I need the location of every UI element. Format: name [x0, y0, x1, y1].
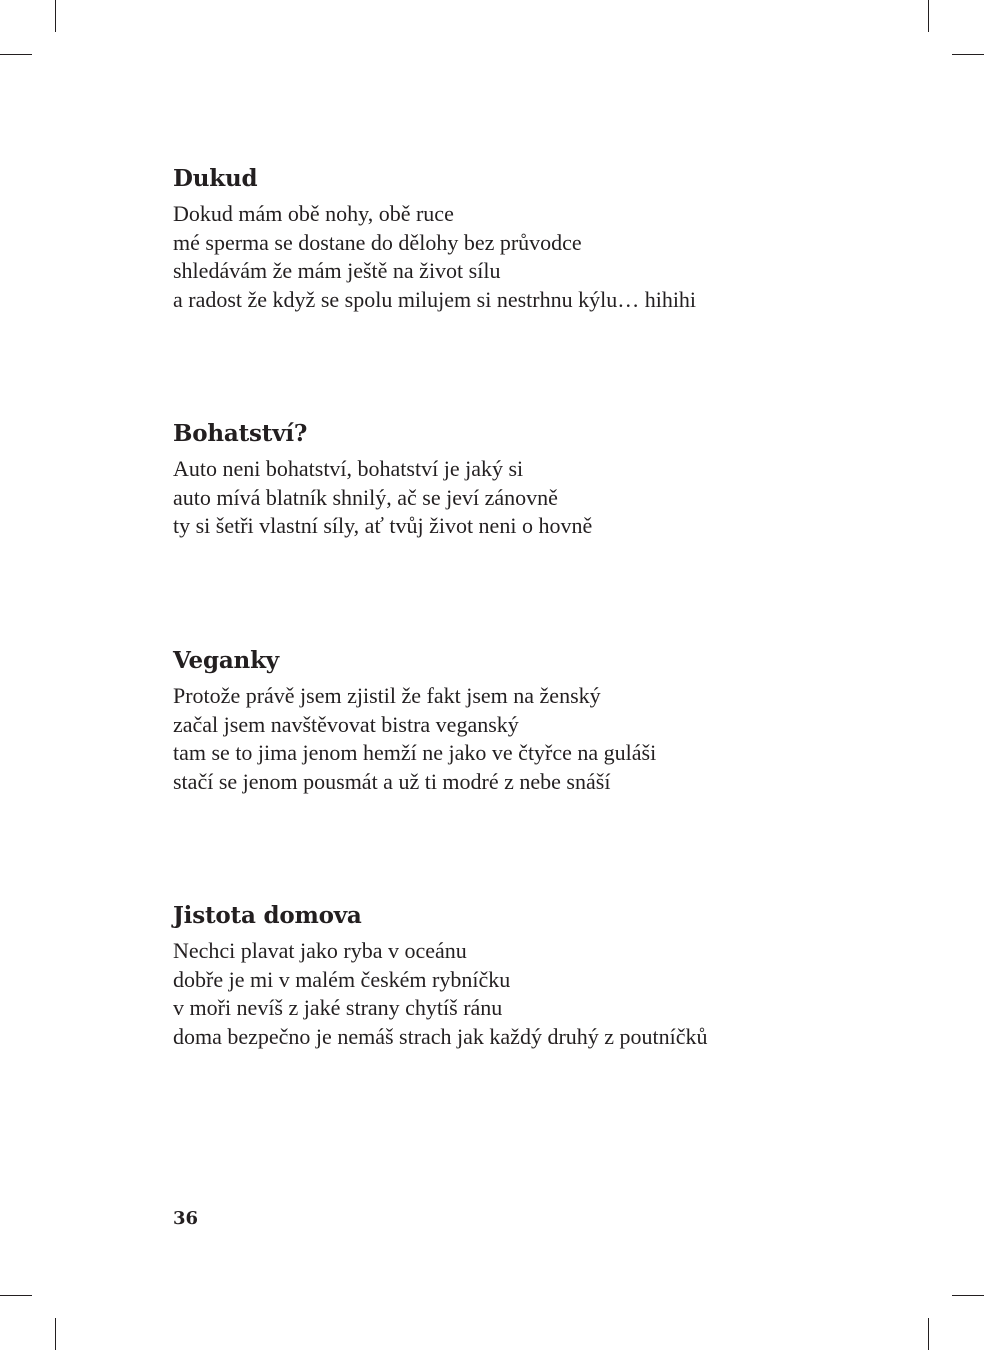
poem-title: Jistota domova	[173, 902, 362, 929]
poem-line: dobře je mi v malém českém rybníčku	[173, 966, 511, 992]
poem-line: v moři nevíš z jaké strany chytíš ránu	[173, 995, 503, 1020]
poem-line: stačí se jenom pousmát a už ti modré z nebe snáší	[173, 768, 611, 794]
poem-line: shledávám že mám ještě na život sílu	[173, 258, 501, 283]
poem-line: mé sperma se dostane do dělohy bez průvodce	[173, 229, 582, 255]
poem-title: Veganky	[173, 647, 279, 674]
poem-title: Dukud	[173, 165, 258, 192]
poem-title: Bohatství?	[173, 420, 308, 447]
crop-mark-bottom-right-horizontal	[952, 1295, 984, 1296]
poem-line: Dokud mám obě nohy, obě ruce	[173, 201, 454, 226]
crop-mark-top-right-vertical	[928, 0, 929, 32]
poem-line: tam se to jima jenom hemží ne jako ve čtyřce na guláši	[173, 740, 657, 765]
poem-line: Protože právě jsem zjistil že fakt jsem na ženský	[173, 683, 601, 708]
poem-line: Auto neni bohatství, bohatství je jaký si	[173, 456, 524, 481]
poem-lines	[173, 455, 873, 541]
crop-mark-top-right-horizontal	[952, 54, 984, 55]
crop-mark-top-left-horizontal	[0, 54, 32, 55]
poem-bohatstvi	[173, 419, 873, 541]
crop-mark-bottom-left-horizontal	[0, 1295, 32, 1296]
poem-line: a radost že když se spolu milujem si nestrhnu kýlu… hihihi	[173, 286, 697, 312]
poem-lines	[173, 937, 873, 1051]
poem-line: doma bezpečno je nemáš strach jak každý druhý z poutníčků	[173, 1023, 708, 1049]
poem-veganky	[173, 646, 873, 796]
crop-mark-top-left-vertical	[55, 0, 56, 32]
crop-mark-bottom-left-vertical	[55, 1318, 56, 1350]
poem-line: auto mívá blatník shnilý, ač se jeví zánovně	[173, 484, 558, 510]
crop-mark-bottom-right-vertical	[928, 1318, 929, 1350]
poem-dukud	[173, 164, 873, 314]
poem-line: Nechci plavat jako ryba v oceánu	[173, 938, 467, 963]
poem-lines	[173, 200, 873, 314]
poem-jistota-domova	[173, 901, 873, 1051]
poem-line: ty si šetři vlastní síly, ať tvůj život neni o hovně	[173, 513, 593, 538]
poem-line: začal jsem navštěvovat bistra veganský	[173, 711, 519, 737]
poem-lines	[173, 682, 873, 796]
page-number: 36	[173, 1208, 199, 1229]
